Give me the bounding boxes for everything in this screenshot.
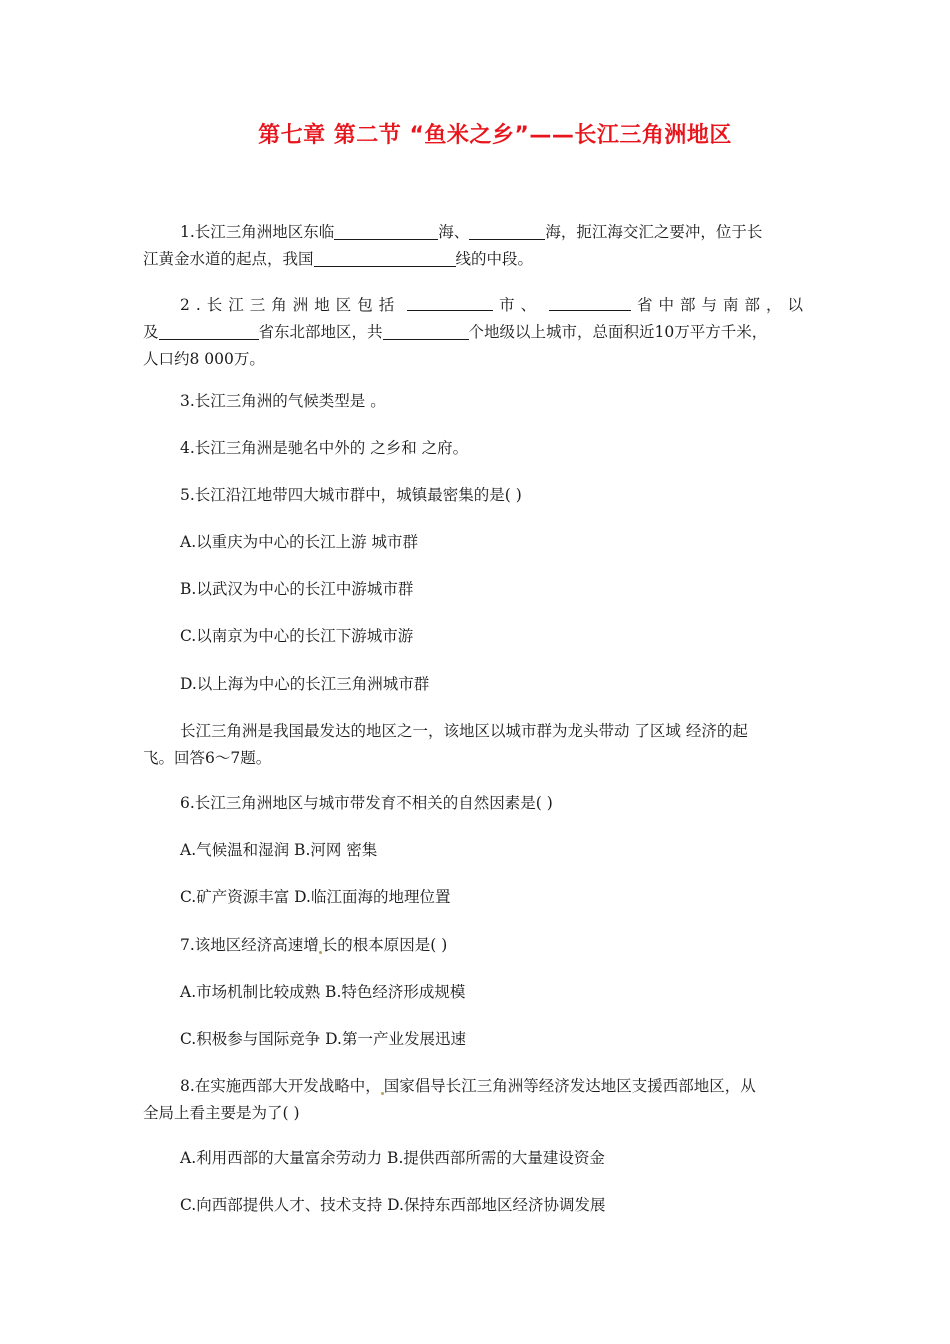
question-1-line-1: 1.长江三角洲地区东临 海、 海，扼江海交汇之要冲，位于长 [180, 223, 763, 241]
question-8-options-cd: C.向西部提供人才、技术支持 D.保持东西部地区经济协调发展 [180, 1196, 606, 1214]
answer-blank[interactable] [407, 292, 493, 311]
question-1 [143, 219, 809, 273]
passage-line-2: 飞。回答6～7题。 [143, 749, 272, 767]
question-8-line-1: 8.在实施西部大开发战略中， 国家倡导长江三角洲等经济发达地区支援西部地区，从 [180, 1077, 756, 1095]
answer-blank[interactable] [314, 248, 456, 267]
question-8-line-2: 全局上看主要是为了( ) [143, 1104, 300, 1122]
question-5-option-c: C.以南京为中心的长江下游城市游 [180, 627, 414, 645]
answer-blank[interactable] [549, 292, 631, 311]
question-1-line-2: 江黄金水道的起点，我国 线的中段。 [143, 250, 534, 268]
question-6-options-cd: C.矿产资源丰富 D.临江面海的地理位置 [180, 888, 451, 906]
answer-blank[interactable] [159, 321, 259, 340]
question-6-options-ab: A.气候温和湿润 B.河网 密集 [180, 841, 378, 859]
question-2 [143, 292, 809, 373]
question-7-options-ab: A.市场机制比较成熟 B.特色经济形成规模 [180, 983, 466, 1001]
question-5-option-a: A.以重庆为中心的长江上游 城市群 [180, 533, 419, 551]
answer-blank[interactable] [334, 221, 438, 240]
question-2-line-3: 人口约8 000万。 [143, 350, 265, 368]
question-8-options-ab: A.利用西部的大量富余劳动力 B.提供西部所需的大量建设资金 [180, 1149, 605, 1167]
question-6-stem: 6.长江三角洲地区与城市带发育不相关的自然因素是( ) [180, 794, 553, 812]
question-8-stem [143, 1073, 809, 1127]
question-3: 3.长江三角洲的气候类型是 。 [180, 392, 386, 410]
question-2-line-2: 及 省东北部地区，共 个地级以上城市，总面积近10万平方千米， [143, 323, 768, 341]
question-5-stem: 5.长江沿江地带四大城市群中，城镇最密集的是( ) [180, 486, 522, 504]
answer-blank[interactable] [469, 221, 545, 240]
passage-line-1: 长江三角洲是我国最发达的地区之一，该地区以城市群为龙头带动 了区域 经济的起 [180, 722, 748, 740]
question-7-stem: 7.该地区经济高速增 长的根本原因是( ) [180, 936, 448, 954]
answer-blank[interactable] [383, 321, 469, 340]
question-5-option-b: B.以武汉为中心的长江中游城市群 [180, 580, 414, 598]
question-4: 4.长江三角洲是驰名中外的 之乡和 之府。 [180, 439, 469, 457]
question-5-option-d: D.以上海为中心的长江三角洲城市群 [180, 675, 430, 693]
document-title: 第七章 第二节 “鱼米之乡”——长江三角洲地区 [258, 123, 732, 148]
question-7-options-cd: C.积极参与国际竞争 D.第一产业发展迅速 [180, 1030, 466, 1048]
question-2-line-1: 2.长江三角洲地区包括 市、 省中部与南部，以 [143, 292, 809, 319]
reading-passage [143, 718, 809, 772]
